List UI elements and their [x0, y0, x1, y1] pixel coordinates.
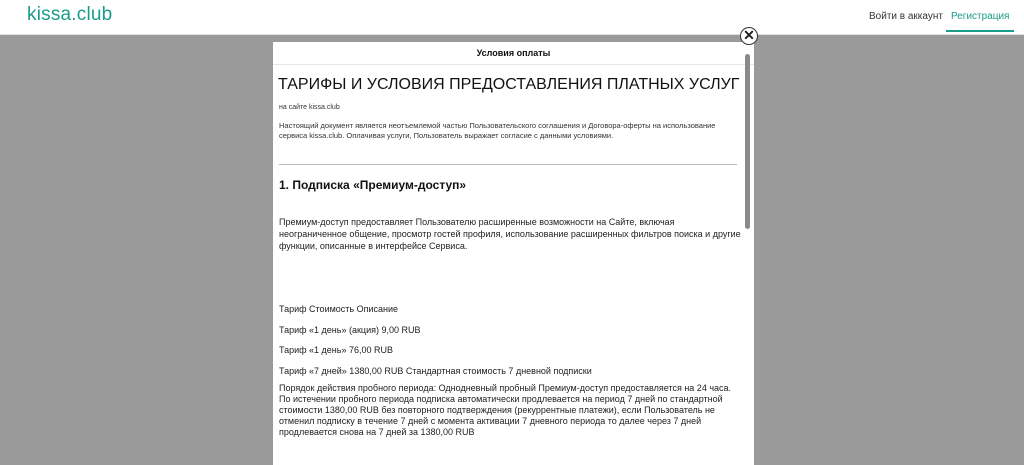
section-divider	[279, 164, 737, 165]
payment-terms-modal	[273, 42, 754, 465]
close-modal-button[interactable]	[740, 27, 758, 45]
tariff-row: Тариф «1 день» 76,00 RUB	[279, 345, 393, 355]
section-heading-premium: 1. Подписка «Премиум-доступ»	[279, 178, 467, 192]
document-subtitle: на сайте kissa.club	[279, 104, 340, 111]
tariff-row: Тариф «7 дней» 1380,00 RUB Стандартная стоимость 7 дневной подписки	[279, 366, 592, 376]
trial-period-description: Порядок действия пробного периода: Однодневный пробный Премиум-доступ предоставляется на 24 часа. По истечении пробного периода подписка автоматически продлевается на период 7 дней по стандартной стоимости 1380,00 RUB без повторного подтверждения (рекуррентные платежи), если Пользователь не отменил подписку в течение 7 дней с момента активации 7 дневного периода то далее через 7 дней продлевается снова на 7 дней за 1380,00 RUB	[279, 383, 732, 437]
premium-description: Премиум-доступ предоставляет Пользователю расширенные возможности на Сайте, включая неограниченное общение, просмотр гостей профиля, использование расширенных фильтров поиска и другие функции, описанные в интерфейсе Сервиса.	[279, 217, 741, 251]
close-icon: ✕	[743, 27, 755, 43]
register-link[interactable]: Регистрация	[946, 11, 1014, 32]
tariff-table-header: Тариф Стоимость Описание	[279, 304, 399, 314]
login-link[interactable]: Войти в аккаунт	[869, 11, 943, 22]
tariff-row: Тариф «1 день» (акция) 9,00 RUB	[279, 325, 421, 335]
top-navigation-bar	[0, 0, 1024, 35]
document-title: ТАРИФЫ И УСЛОВИЯ ПРЕДОСТАВЛЕНИЯ ПЛАТНЫХ УСЛУГ	[278, 76, 740, 93]
modal-title: Условия оплаты	[273, 42, 754, 65]
document-intro: Настоящий документ является неотъемлемой частью Пользовательского соглашения и Договора-оферты на использование сервиса kissa.club. Оплачивая услуги, Пользователь выражает согласие с данными условиями.	[279, 121, 716, 140]
modal-scrollbar-thumb[interactable]	[745, 54, 750, 229]
site-logo[interactable]: kissa.club	[27, 4, 113, 25]
